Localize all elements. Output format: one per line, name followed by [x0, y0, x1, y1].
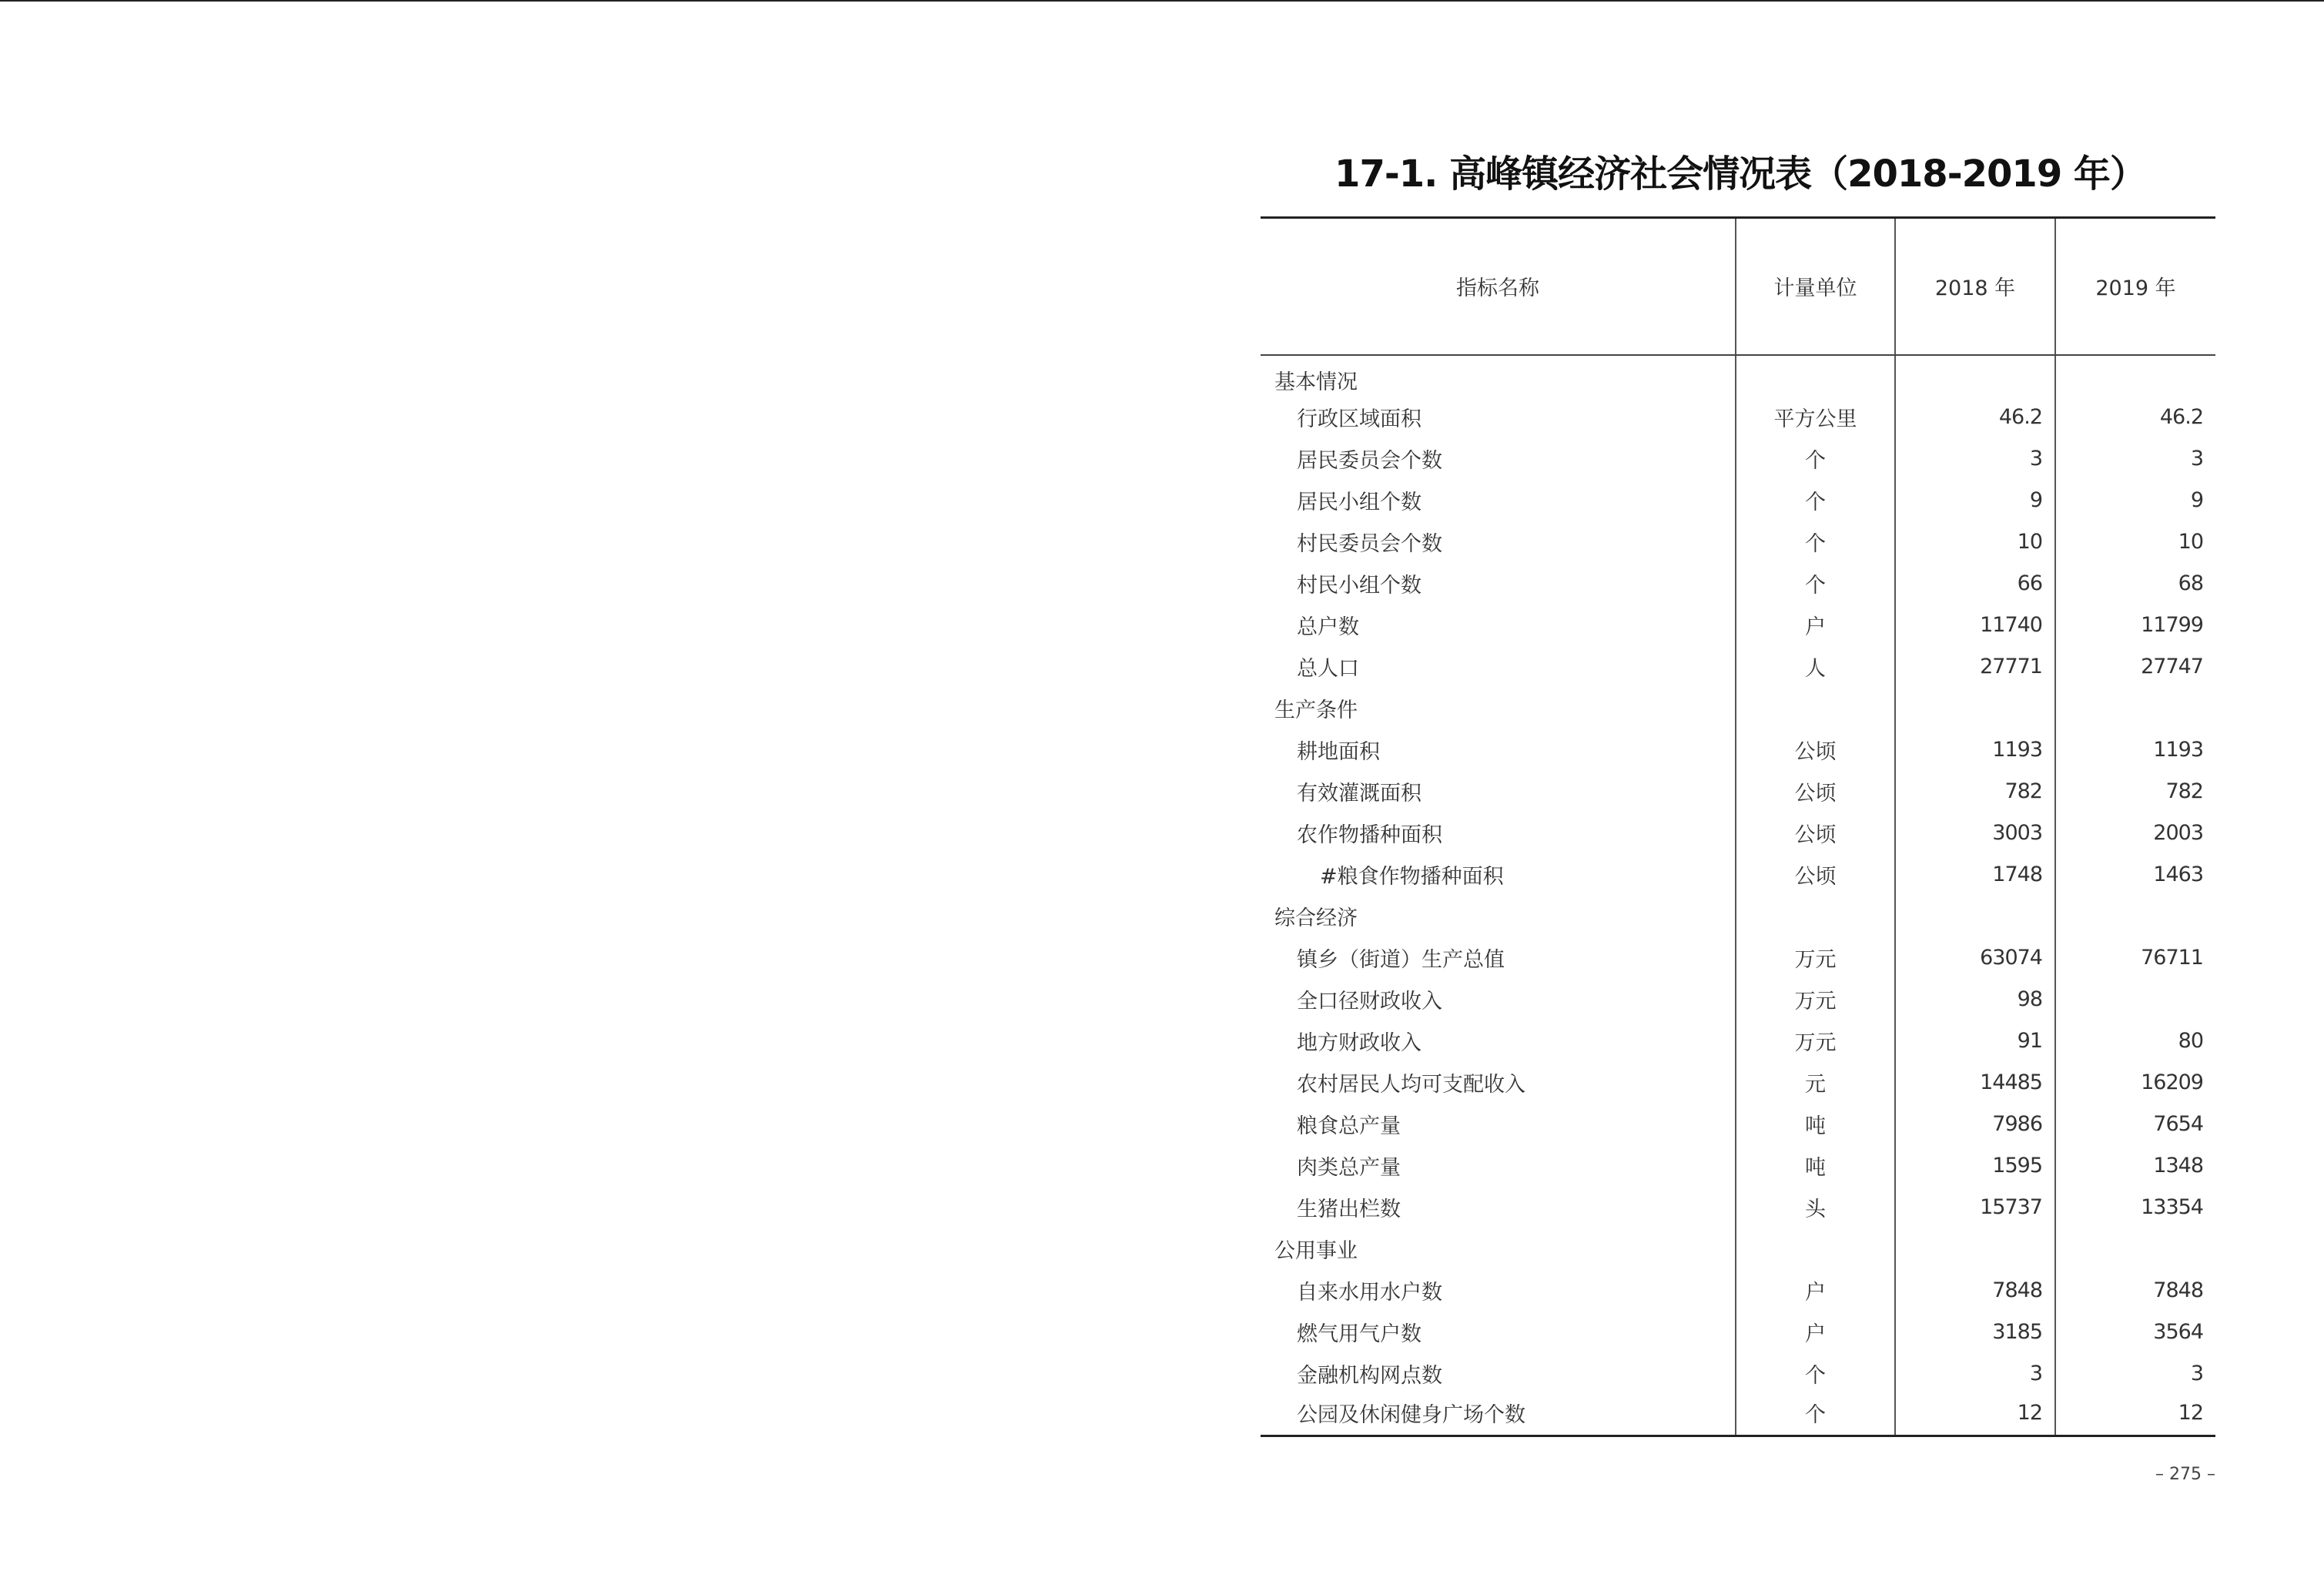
header-year-2018: 2018 年 — [1895, 218, 2055, 355]
unit-cell: 个 — [1736, 438, 1895, 480]
value-2018-cell — [1895, 1228, 2055, 1270]
indicator-name-cell: #粮食作物播种面积 — [1320, 865, 1504, 889]
indicator-name-cell: 居民委员会个数 — [1297, 449, 1442, 473]
value-2019-cell: 13354 — [2055, 1187, 2215, 1228]
value-2018-cell: 10 — [1895, 521, 2055, 563]
table-row — [1261, 521, 2215, 563]
indicator-name-cell: 镇乡（街道）生产总值 — [1297, 948, 1505, 972]
indicator-name-cell: 肉类总产量 — [1297, 1156, 1401, 1180]
value-2019-cell: 782 — [2055, 771, 2215, 812]
indicator-name-cell: 总人口 — [1297, 657, 1359, 681]
indicator-name-cell: 粮食总产量 — [1297, 1114, 1401, 1138]
unit-cell: 公顷 — [1736, 729, 1895, 771]
value-2018-cell — [1895, 896, 2055, 937]
value-2019-cell — [2055, 979, 2215, 1020]
table-row — [1261, 1020, 2215, 1062]
table-row — [1261, 979, 2215, 1020]
table-row — [1261, 438, 2215, 480]
table-row — [1261, 1187, 2215, 1228]
unit-cell: 吨 — [1736, 1145, 1895, 1187]
value-2019-cell: 12 — [2055, 1395, 2215, 1436]
value-2018-cell: 15737 — [1895, 1187, 2055, 1228]
indicator-name-cell: 地方财政收入 — [1297, 1031, 1422, 1055]
table-row — [1261, 605, 2215, 646]
unit-cell: 户 — [1736, 605, 1895, 646]
indicator-name-cell: 总户数 — [1297, 615, 1359, 639]
indicator-name-cell: 农作物播种面积 — [1297, 823, 1442, 847]
value-2019-cell: 10 — [2055, 521, 2215, 563]
table-row — [1261, 1062, 2215, 1104]
value-2019-cell: 11799 — [2055, 605, 2215, 646]
unit-cell: 户 — [1736, 1312, 1895, 1353]
value-2018-cell: 1595 — [1895, 1145, 2055, 1187]
header-year-2019: 2019 年 — [2055, 218, 2215, 355]
value-2019-cell: 7654 — [2055, 1104, 2215, 1145]
unit-cell: 头 — [1736, 1187, 1895, 1228]
unit-cell: 个 — [1736, 521, 1895, 563]
indicator-name-cell: 基本情况 — [1274, 370, 1358, 394]
indicator-name-cell: 生产条件 — [1274, 699, 1358, 722]
unit-cell: 万元 — [1736, 979, 1895, 1020]
unit-cell — [1736, 688, 1895, 729]
table-row — [1261, 1145, 2215, 1187]
unit-cell: 万元 — [1736, 937, 1895, 979]
table-row — [1261, 397, 2215, 438]
table-section-row — [1261, 896, 2215, 937]
value-2018-cell: 782 — [1895, 771, 2055, 812]
indicator-name-cell: 耕地面积 — [1297, 740, 1380, 764]
value-2018-cell: 1193 — [1895, 729, 2055, 771]
value-2018-cell: 12 — [1895, 1395, 2055, 1436]
economic-social-table — [1261, 216, 2215, 1437]
value-2019-cell: 16209 — [2055, 1062, 2215, 1104]
value-2019-cell: 1463 — [2055, 854, 2215, 896]
unit-cell: 个 — [1736, 1353, 1895, 1395]
unit-cell: 个 — [1736, 1395, 1895, 1436]
indicator-name-cell: 燃气用气户数 — [1297, 1322, 1422, 1346]
value-2018-cell: 7986 — [1895, 1104, 2055, 1145]
indicator-name-cell: 公用事业 — [1274, 1239, 1358, 1263]
indicator-name-cell: 行政区域面积 — [1297, 407, 1422, 431]
value-2019-cell: 1193 — [2055, 729, 2215, 771]
table-row — [1261, 812, 2215, 854]
unit-cell: 个 — [1736, 480, 1895, 521]
table-row — [1261, 1270, 2215, 1312]
table-row — [1261, 1395, 2215, 1436]
value-2018-cell: 27771 — [1895, 646, 2055, 688]
indicator-name-cell: 公园及休闲健身广场个数 — [1261, 1395, 1736, 1436]
value-2018-cell: 11740 — [1895, 605, 2055, 646]
table-section-row — [1261, 1228, 2215, 1270]
indicator-name-cell: 综合经济 — [1274, 906, 1358, 930]
indicator-name-cell: 居民小组个数 — [1297, 491, 1422, 514]
value-2018-cell: 63074 — [1895, 937, 2055, 979]
value-2018-cell: 3 — [1895, 438, 2055, 480]
unit-cell: 吨 — [1736, 1104, 1895, 1145]
table-row — [1261, 854, 2215, 896]
unit-cell: 公顷 — [1736, 771, 1895, 812]
value-2018-cell — [1895, 355, 2055, 397]
value-2018-cell: 91 — [1895, 1020, 2055, 1062]
value-2018-cell: 3185 — [1895, 1312, 2055, 1353]
unit-cell: 户 — [1736, 1270, 1895, 1312]
value-2019-cell — [2055, 1228, 2215, 1270]
unit-cell: 公顷 — [1736, 812, 1895, 854]
table-row — [1261, 563, 2215, 605]
table-header-row — [1261, 218, 2215, 355]
table-row — [1261, 646, 2215, 688]
value-2018-cell: 9 — [1895, 480, 2055, 521]
value-2019-cell — [2055, 355, 2215, 397]
unit-cell: 万元 — [1736, 1020, 1895, 1062]
unit-cell — [1736, 896, 1895, 937]
indicator-name-cell: 村民委员会个数 — [1297, 532, 1442, 556]
unit-cell: 元 — [1736, 1062, 1895, 1104]
value-2019-cell — [2055, 688, 2215, 729]
indicator-name-cell: 全口径财政收入 — [1297, 990, 1442, 1013]
value-2019-cell: 2003 — [2055, 812, 2215, 854]
unit-cell: 平方公里 — [1736, 397, 1895, 438]
table-row — [1261, 1312, 2215, 1353]
value-2019-cell: 46.2 — [2055, 397, 2215, 438]
table-row — [1261, 771, 2215, 812]
indicator-name-cell: 生猪出栏数 — [1297, 1198, 1401, 1221]
table-row — [1261, 480, 2215, 521]
table-row — [1261, 1104, 2215, 1145]
value-2019-cell: 9 — [2055, 480, 2215, 521]
unit-cell: 个 — [1736, 563, 1895, 605]
value-2019-cell: 68 — [2055, 563, 2215, 605]
value-2019-cell: 7848 — [2055, 1270, 2215, 1312]
unit-cell — [1736, 1228, 1895, 1270]
table-section-row — [1261, 688, 2215, 729]
value-2018-cell: 14485 — [1895, 1062, 2055, 1104]
value-2018-cell: 46.2 — [1895, 397, 2055, 438]
table-row — [1261, 937, 2215, 979]
header-unit: 计量单位 — [1736, 218, 1895, 355]
statistics-table-container — [1261, 216, 2215, 1437]
header-indicator-name: 指标名称 — [1261, 218, 1736, 355]
value-2019-cell: 1348 — [2055, 1145, 2215, 1187]
indicator-name-cell: 有效灌溉面积 — [1297, 782, 1422, 806]
table-body — [1261, 355, 2215, 1436]
page-number: – 275 – — [2155, 1465, 2215, 1484]
table-row — [1261, 729, 2215, 771]
value-2018-cell: 3 — [1895, 1353, 2055, 1395]
value-2019-cell: 27747 — [2055, 646, 2215, 688]
unit-cell: 公顷 — [1736, 854, 1895, 896]
table-row — [1261, 1353, 2215, 1395]
value-2019-cell: 80 — [2055, 1020, 2215, 1062]
top-border-rule — [0, 0, 2324, 2]
table-section-row — [1261, 355, 2215, 397]
indicator-name-cell: 农村居民人均可支配收入 — [1297, 1073, 1525, 1097]
value-2018-cell — [1895, 688, 2055, 729]
value-2019-cell: 76711 — [2055, 937, 2215, 979]
value-2019-cell — [2055, 896, 2215, 937]
value-2019-cell: 3564 — [2055, 1312, 2215, 1353]
value-2018-cell: 3003 — [1895, 812, 2055, 854]
value-2018-cell: 66 — [1895, 563, 2055, 605]
indicator-name-cell: 村民小组个数 — [1297, 574, 1422, 598]
value-2018-cell: 7848 — [1895, 1270, 2055, 1312]
indicator-name-cell: 金融机构网点数 — [1297, 1364, 1442, 1388]
value-2018-cell: 98 — [1895, 979, 2055, 1020]
page-title: 17-1. 高峰镇经济社会情况表（2018-2019 年） — [1334, 152, 2146, 196]
unit-cell — [1736, 355, 1895, 397]
indicator-name-cell: 自来水用水户数 — [1297, 1281, 1442, 1305]
value-2018-cell: 1748 — [1895, 854, 2055, 896]
unit-cell: 人 — [1736, 646, 1895, 688]
value-2019-cell: 3 — [2055, 438, 2215, 480]
value-2019-cell: 3 — [2055, 1353, 2215, 1395]
